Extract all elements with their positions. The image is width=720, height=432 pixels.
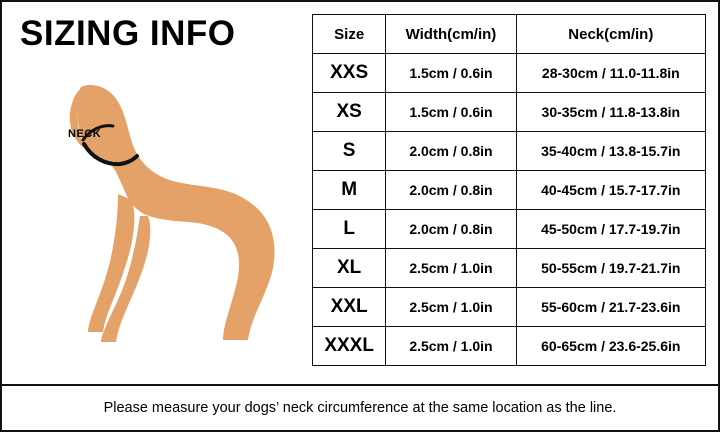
cell-neck: 35-40cm / 13.8-15.7in bbox=[516, 132, 705, 171]
dog-illustration bbox=[20, 74, 300, 354]
footer bbox=[2, 384, 718, 430]
dog-silhouette-icon bbox=[20, 74, 300, 354]
cell-neck: 28-30cm / 11.0-11.8in bbox=[516, 54, 705, 93]
cell-neck: 30-35cm / 11.8-13.8in bbox=[516, 93, 705, 132]
neck-label: NECK bbox=[68, 128, 102, 140]
cell-width: 1.5cm / 0.6in bbox=[386, 93, 516, 132]
table-row bbox=[313, 327, 706, 366]
table-row bbox=[313, 171, 706, 210]
table-row bbox=[313, 132, 706, 171]
column-header-size: Size bbox=[313, 15, 386, 54]
size-table-wrap bbox=[312, 2, 718, 386]
cell-size: XL bbox=[313, 249, 386, 288]
table-header-row bbox=[313, 15, 706, 54]
column-header-neck: Neck(cm/in) bbox=[516, 15, 705, 54]
cell-width: 1.5cm / 0.6in bbox=[386, 54, 516, 93]
table-row bbox=[313, 54, 706, 93]
cell-size: XXS bbox=[313, 54, 386, 93]
table-row bbox=[313, 249, 706, 288]
size-table bbox=[312, 14, 706, 366]
cell-neck: 50-55cm / 19.7-21.7in bbox=[516, 249, 705, 288]
cell-neck: 40-45cm / 15.7-17.7in bbox=[516, 171, 705, 210]
cell-size: XS bbox=[313, 93, 386, 132]
cell-neck: 45-50cm / 17.7-19.7in bbox=[516, 210, 705, 249]
cell-size: M bbox=[313, 171, 386, 210]
cell-size: XXL bbox=[313, 288, 386, 327]
card-content bbox=[2, 2, 718, 386]
page-title: SIZING INFO bbox=[20, 14, 236, 53]
cell-size: S bbox=[313, 132, 386, 171]
cell-neck: 60-65cm / 23.6-25.6in bbox=[516, 327, 705, 366]
column-header-width: Width(cm/in) bbox=[386, 15, 516, 54]
table-row bbox=[313, 210, 706, 249]
table-row bbox=[313, 288, 706, 327]
cell-width: 2.5cm / 1.0in bbox=[386, 288, 516, 327]
cell-width: 2.0cm / 0.8in bbox=[386, 132, 516, 171]
measurement-note: Please measure your dogs’ neck circumference at the same location as the line. bbox=[103, 400, 617, 416]
cell-neck: 55-60cm / 21.7-23.6in bbox=[516, 288, 705, 327]
cell-size: L bbox=[313, 210, 386, 249]
illustration-panel bbox=[2, 2, 312, 386]
cell-width: 2.5cm / 1.0in bbox=[386, 249, 516, 288]
cell-width: 2.0cm / 0.8in bbox=[386, 210, 516, 249]
cell-width: 2.5cm / 1.0in bbox=[386, 327, 516, 366]
cell-size: XXXL bbox=[313, 327, 386, 366]
cell-width: 2.0cm / 0.8in bbox=[386, 171, 516, 210]
table-row bbox=[313, 93, 706, 132]
